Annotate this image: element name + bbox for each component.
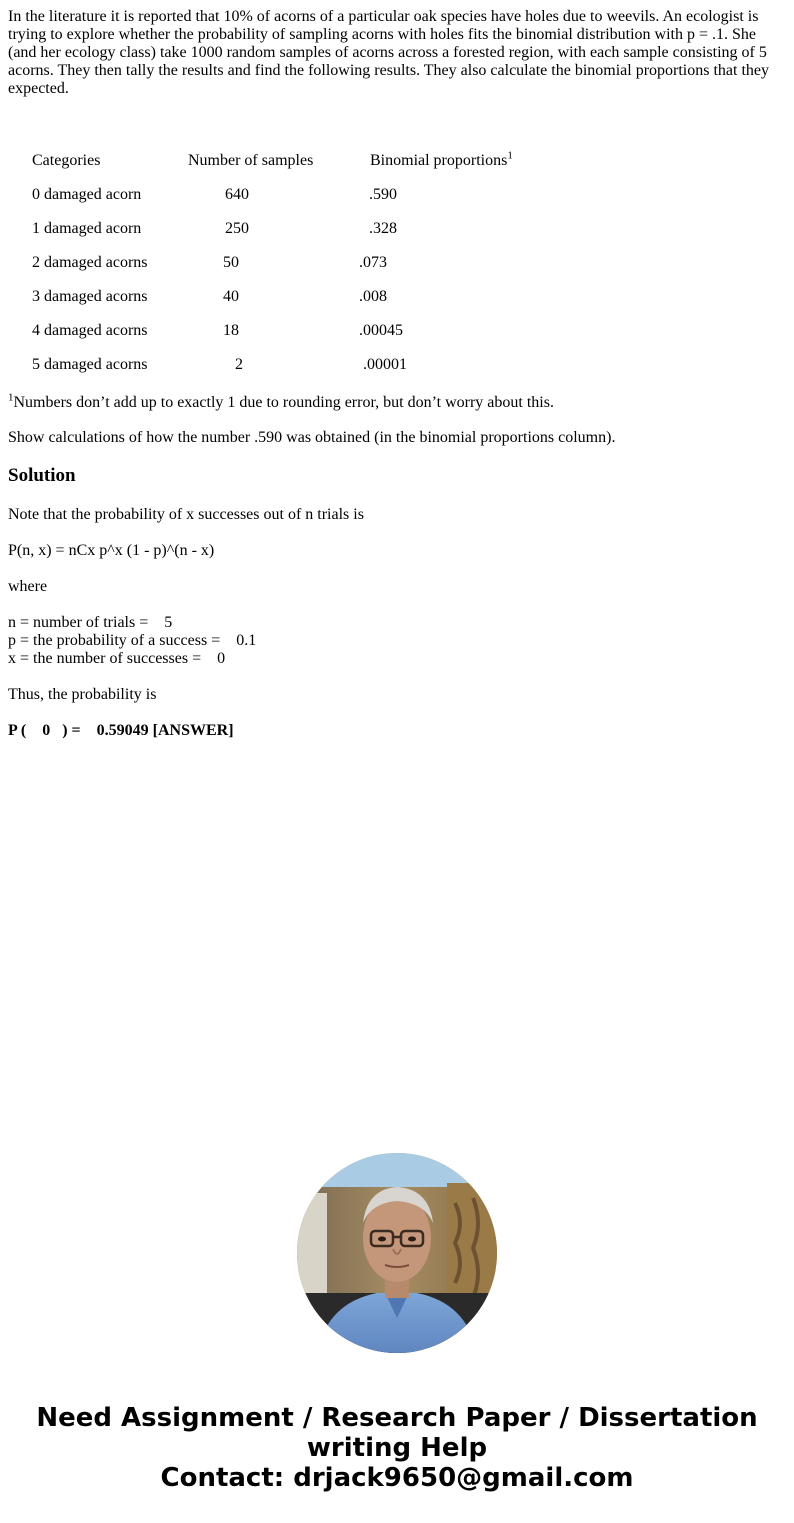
thus-text: Thus, the probability is <box>8 686 157 703</box>
problem-intro: In the literature it is reported that 10% of acorns of a particular oak species have holes due to weevils. An ecologist is trying to explore whether the probability of sampling acorns with holes fits the binomial distribution with p = .1. She (and her ecology class) take 1000 random samples of acorns across a forested region, with each sample consisting of 5 acorns. They then tally the results and find the following results. They also calculate the binomial proportions that they expected. <box>8 8 770 97</box>
solution-note: Note that the probability of x successes out of n trials is <box>8 506 364 523</box>
row-category: 2 damaged acorns <box>32 254 148 271</box>
p-definition: p = the probability of a success = 0.1 <box>8 632 257 649</box>
x-definition: x = the number of successes = 0 <box>8 650 226 667</box>
author-portrait <box>297 1153 497 1353</box>
promo-contact-line: Contact: drjack9650@gmail.com <box>160 1463 634 1493</box>
header-binomial-proportions <box>370 149 513 170</box>
contact-promo <box>0 1403 794 1493</box>
row-proportion: .008 <box>359 288 387 305</box>
header-categories: Categories <box>32 152 101 169</box>
row-samples: 250 <box>225 220 249 237</box>
row-proportion: .073 <box>359 254 387 271</box>
header-footnote-marker: 1 <box>507 149 513 162</box>
header-binomial-proportions-label: Binomial proportions <box>370 152 508 169</box>
row-category: 1 damaged acorn <box>32 220 142 237</box>
promo-line-2: writing Help <box>306 1433 488 1463</box>
row-category: 4 damaged acorns <box>32 322 148 339</box>
n-definition: n = number of trials = 5 <box>8 614 173 631</box>
solution-heading: Solution <box>8 465 76 486</box>
promo-line-1: Need Assignment / Research Paper / Dissertation <box>36 1403 758 1433</box>
row-samples: 2 <box>235 356 243 373</box>
question-text: Show calculations of how the number .590 was obtained (in the binomial proportions column). <box>8 429 616 446</box>
row-proportion: .00001 <box>363 356 407 373</box>
footnote-marker: 1 <box>8 391 14 404</box>
row-samples: 50 <box>223 254 239 271</box>
row-samples: 40 <box>223 288 239 305</box>
footnote <box>8 391 554 412</box>
answer-line: P ( 0 ) = 0.59049 [ANSWER] <box>8 722 234 739</box>
binomial-formula: P(n, x) = nCx p^x (1 - p)^(n - x) <box>8 542 215 559</box>
where-label: where <box>8 578 48 595</box>
row-proportion: .00045 <box>359 322 403 339</box>
row-samples: 640 <box>225 186 249 203</box>
author-avatar <box>297 1153 497 1353</box>
row-category: 0 damaged acorn <box>32 186 142 203</box>
row-category: 3 damaged acorns <box>32 288 148 305</box>
row-samples: 18 <box>223 322 239 339</box>
header-number-of-samples: Number of samples <box>188 152 314 169</box>
footnote-text: Numbers don’t add up to exactly 1 due to rounding error, but don’t worry about this. <box>13 394 554 411</box>
row-category: 5 damaged acorns <box>32 356 148 373</box>
row-proportion: .590 <box>369 186 397 203</box>
row-proportion: .328 <box>369 220 397 237</box>
